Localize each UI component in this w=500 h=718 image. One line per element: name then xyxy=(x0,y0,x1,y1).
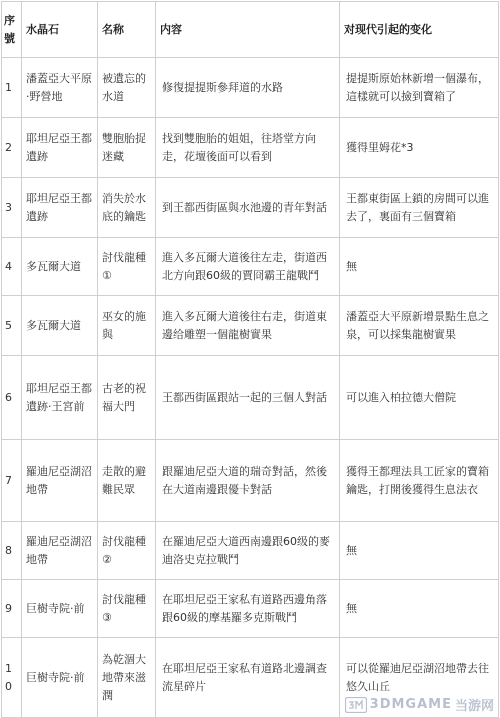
row-content: 找到雙胞胎的姐姐，往塔堂方向走，花壇後面可以看到 xyxy=(156,118,340,178)
row-name: 消失於水底的鑰匙 xyxy=(98,178,156,238)
row-index: 4 xyxy=(2,238,22,296)
watermark-site: 当游网 xyxy=(454,699,494,714)
table-row xyxy=(2,356,499,440)
row-index: 2 xyxy=(2,118,22,178)
table-row xyxy=(2,440,499,522)
row-content: 到王都西街區與水池邊的青年對話 xyxy=(156,178,340,238)
row-name: 雙胞胎捉迷藏 xyxy=(98,118,156,178)
row-crystal: 多瓦爾大道 xyxy=(22,296,98,356)
header-name: 名称 xyxy=(98,2,156,58)
row-change: 無 xyxy=(340,522,499,580)
row-content: 修復提提斯參拜道的水路 xyxy=(156,58,340,118)
row-index: 7 xyxy=(2,440,22,522)
row-name: 巫女的施與 xyxy=(98,296,156,356)
row-change: 無 xyxy=(340,238,499,296)
row-content: 進入多瓦爾大道後往左走，街道西北方向跟60級的賈冏霸王龍戰鬥 xyxy=(156,238,340,296)
table-row xyxy=(2,118,499,178)
row-change: 王都東街區上鎖的房間可以進去了，裏面有三個寶箱 xyxy=(340,178,499,238)
row-name: 為乾涸大地帶來滋潤 xyxy=(98,638,156,718)
table-row xyxy=(2,296,499,356)
row-index: 6 xyxy=(2,356,22,440)
row-change: 提提斯原始林新增一個瀑布，這樣就可以撿到寶箱了 xyxy=(340,58,499,118)
row-change: 無 xyxy=(340,580,499,638)
row-index: 1 xyxy=(2,58,22,118)
header-crystal: 水晶石 xyxy=(22,2,98,58)
row-crystal: 多瓦爾大道 xyxy=(22,238,98,296)
row-content: 進入多瓦爾大道後往右走，街道東邊给雕塑一個龍樹實果 xyxy=(156,296,340,356)
row-change: 可以進入柏拉德大僧院 xyxy=(340,356,499,440)
row-index: 8 xyxy=(2,522,22,580)
row-change: 獲得里姆花*3 xyxy=(340,118,499,178)
row-change: 獲得王都理法具工匠家的寶箱鑰匙，打開後獲得生息法衣 xyxy=(340,440,499,522)
row-content: 在羅迪尼亞大道西南邊跟60级的麥迪洛史克拉戰鬥 xyxy=(156,522,340,580)
row-name: 討伐龍種③ xyxy=(98,580,156,638)
row-crystal: 潘蓋亞大平原·野營地 xyxy=(22,58,98,118)
row-crystal: 耶坦尼亞王都遺跡 xyxy=(22,118,98,178)
row-content: 王都西街區跟站一起的三個人對話 xyxy=(156,356,340,440)
row-name: 被遺忘的水道 xyxy=(98,58,156,118)
row-content: 在耶坦尼亞王家私有道路北邊調查流星碎片 xyxy=(156,638,340,718)
table-row xyxy=(2,58,499,118)
row-content: 跟羅迪尼亞大道的瑞奇對話，然後在大道南邊跟優卡對話 xyxy=(156,440,340,522)
row-index: 5 xyxy=(2,296,22,356)
row-crystal: 羅迪尼亞湖沼地帶 xyxy=(22,440,98,522)
row-name: 討伐龍種① xyxy=(98,238,156,296)
row-index: 3 xyxy=(2,178,22,238)
table-row xyxy=(2,638,499,718)
table-row xyxy=(2,178,499,238)
row-name: 討伐龍種② xyxy=(98,522,156,580)
table-row xyxy=(2,522,499,580)
row-change: 潘蓋亞大平原新增景點生息之泉，可以採集龍樹實果 xyxy=(340,296,499,356)
table-row xyxy=(2,238,499,296)
watermark-brand: 3DMGAME xyxy=(369,697,452,712)
row-crystal: 巨樹寺院·前 xyxy=(22,580,98,638)
row-index: 10 xyxy=(2,638,22,718)
quest-table xyxy=(1,1,499,718)
row-name: 古老的祝福大門 xyxy=(98,356,156,440)
header-change: 对现代引起的变化 xyxy=(340,2,499,58)
row-index: 9 xyxy=(2,580,22,638)
row-crystal: 耶坦尼亞王都遺跡·王宮前 xyxy=(22,356,98,440)
header-content: 内容 xyxy=(156,2,340,58)
row-name: 走散的避難民眾 xyxy=(98,440,156,522)
row-crystal: 巨樹寺院·前 xyxy=(22,638,98,718)
row-change: 可以從羅迪尼亞湖沼地帶去往悠久山丘 xyxy=(340,638,499,718)
header-index: 序號 xyxy=(2,2,22,58)
row-crystal: 耶坦尼亞王都遺跡 xyxy=(22,178,98,238)
table-row xyxy=(2,580,499,638)
row-content: 在耶坦尼亞王家私有道路西邊角落跟60級的摩基羅多克斯戰鬥 xyxy=(156,580,340,638)
row-crystal: 羅迪尼亞湖沼地帶 xyxy=(22,522,98,580)
header-row xyxy=(2,2,499,58)
